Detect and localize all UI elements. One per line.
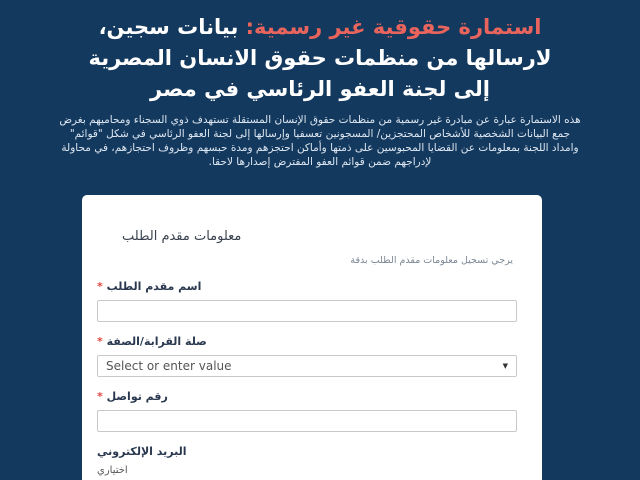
relationship-label-text: صلة القرابة/الصفة [106,335,207,348]
question-relationship [97,335,517,377]
applicant-name-label-text: اسم مقدم الطلب [106,280,202,293]
form-title-highlight: استمارة حقوقية غير رسمية: [245,15,542,39]
email-label [97,445,517,459]
relationship-select[interactable] [97,355,517,377]
form-title-rest: بيانات سجين، لارسالها من منظمات حقوق الانسان المصرية إلى لجنة العفو الرئاسي في مصر [88,15,552,101]
contact-number-label [97,390,517,404]
question-applicant-name [97,280,517,322]
section-title: معلومات مقدم الطلب [122,229,242,244]
relationship-select-placeholder: Select or enter value [106,359,232,373]
contact-number-input[interactable] [97,410,517,432]
question-contact-number [97,390,517,432]
email-optional-hint: اختياري [97,465,128,476]
email-label-text: البريد الإلكتروني [97,445,187,458]
question-email [97,445,517,480]
applicant-name-input[interactable] [97,300,517,322]
form-card [82,195,542,480]
required-asterisk: * [97,390,103,403]
form-title [70,12,570,105]
required-asterisk: * [97,280,103,293]
required-asterisk: * [97,335,103,348]
applicant-name-label [97,280,517,294]
form-description: هذه الاستمارة عبارة عن مبادرة غير رسمية من منظمات حقوق الإنسان المستقلة تستهدف ذوي السجناء ومحاميهم بغرض جمع البيانات الشخصية للأشخاص المحتجزين/ المسجونين تعسفيا وإرسالها إلى لجنة العفو الرئاسي في شكل "قوائم" وامداد اللجنة بمعلومات عن القضايا المحبوسين على ذمتها وأماكن احتجزهم ومدة حبسهم وظروف احتجازهم، في محاولة لإدراجهم ضمن قوائم العفو المفترض إصدارها لاحقا. [59,114,581,168]
contact-number-label-text: رقم تواصل [106,390,168,403]
dropdown-caret-icon: ▼ [502,361,508,370]
relationship-label [97,335,517,349]
page-header [0,0,640,169]
section-hint: يرجي تسجيل معلومات مقدم الطلب بدقة [350,255,513,266]
